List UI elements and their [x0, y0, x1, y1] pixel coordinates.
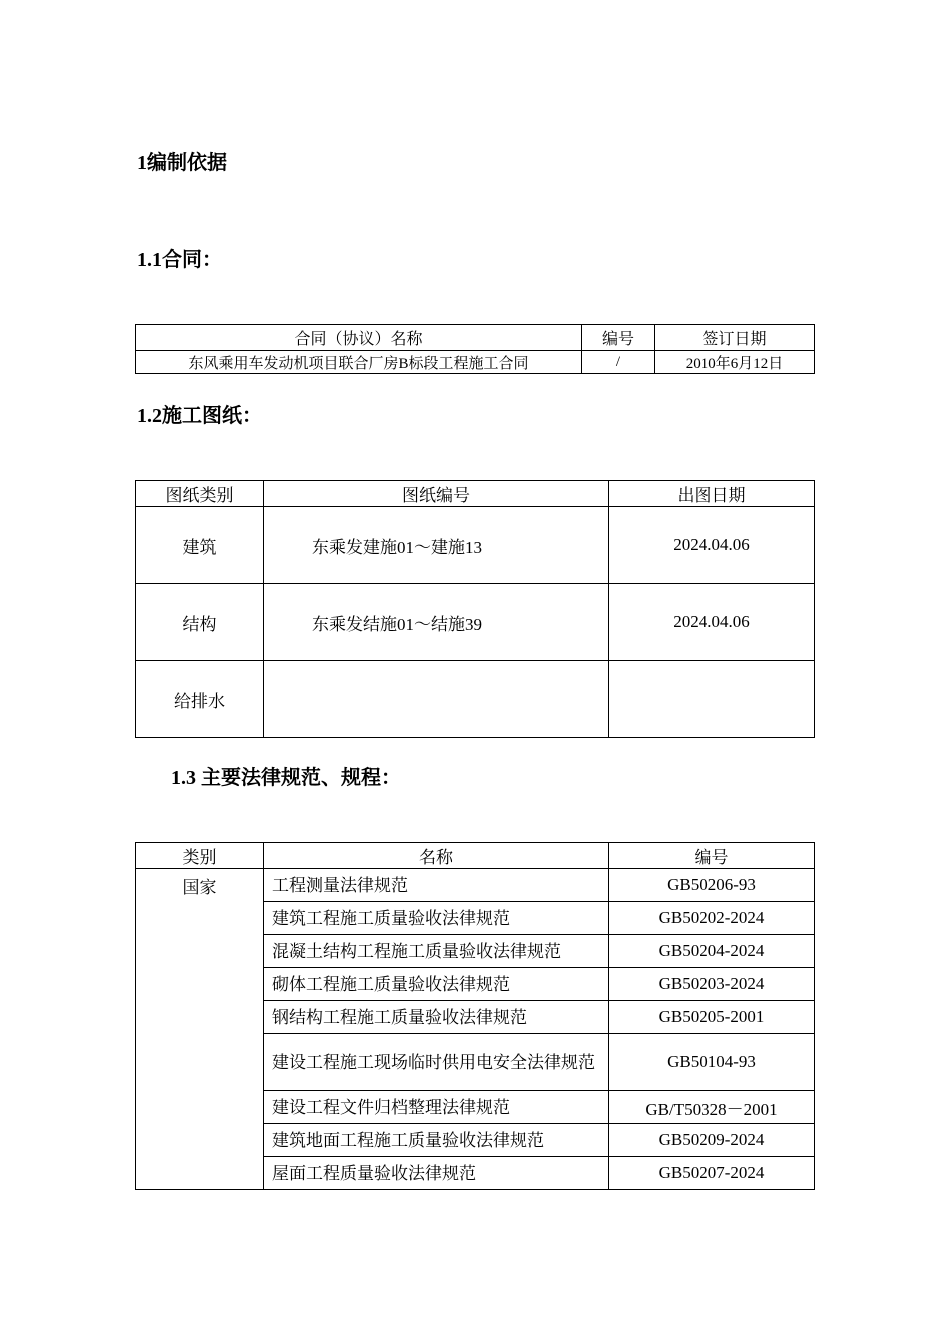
section-heading-1-1: 1.1合同： — [137, 249, 222, 271]
contract-name: 东风乘用车发动机项目联合厂房B标段工程施工合同 — [136, 351, 582, 374]
table-header-row — [136, 481, 815, 507]
law-code: GB50204-2024 — [609, 935, 815, 968]
table-header-row — [136, 843, 815, 869]
drawing-category: 建筑 — [136, 507, 264, 584]
drawing-date — [609, 661, 815, 738]
law-name: 混凝土结构工程施工质量验收法律规范 — [264, 935, 609, 968]
header-contract-number: 编号 — [582, 325, 655, 351]
law-code: GB50206-93 — [609, 869, 815, 902]
drawing-number: 东乘发建施01～建施13 — [264, 507, 609, 584]
law-name: 屋面工程质量验收法律规范 — [264, 1157, 609, 1190]
header-contract-name: 合同（协议）名称 — [136, 325, 582, 351]
section-heading-1-3: 1.3 主要法律规范、规程： — [171, 767, 401, 789]
law-table — [135, 842, 815, 1190]
law-name: 工程测量法律规范 — [264, 869, 609, 902]
law-code: GB50207-2024 — [609, 1157, 815, 1190]
law-name: 建筑地面工程施工质量验收法律规范 — [264, 1124, 609, 1157]
table-row — [136, 869, 815, 902]
drawing-number: 东乘发结施01～结施39 — [264, 584, 609, 661]
law-code: GB50104-93 — [609, 1034, 815, 1091]
table-row — [136, 584, 815, 661]
drawing-category: 结构 — [136, 584, 264, 661]
law-code: GB50209-2024 — [609, 1124, 815, 1157]
law-category: 国家 — [136, 869, 264, 1190]
law-name: 砌体工程施工质量验收法律规范 — [264, 968, 609, 1001]
drawing-table — [135, 480, 815, 738]
header-law-category: 类别 — [136, 843, 264, 869]
drawing-number — [264, 661, 609, 738]
law-code: GB/T50328－2001 — [609, 1091, 815, 1124]
drawing-date: 2024.04.06 — [609, 507, 815, 584]
section-heading-1-2: 1.2施工图纸： — [137, 405, 262, 427]
contract-date: 2010年6月12日 — [655, 351, 815, 374]
drawing-category: 给排水 — [136, 661, 264, 738]
law-name: 建设工程施工现场临时供用电安全法律规范 — [264, 1034, 609, 1091]
law-name: 钢结构工程施工质量验收法律规范 — [264, 1001, 609, 1034]
header-sign-date: 签订日期 — [655, 325, 815, 351]
header-drawing-date: 出图日期 — [609, 481, 815, 507]
table-header-row — [136, 325, 815, 351]
law-code: GB50202-2024 — [609, 902, 815, 935]
law-code: GB50203-2024 — [609, 968, 815, 1001]
header-drawing-category: 图纸类别 — [136, 481, 264, 507]
law-code: GB50205-2001 — [609, 1001, 815, 1034]
header-drawing-number: 图纸编号 — [264, 481, 609, 507]
section-heading-1: 1编制依据 — [137, 152, 227, 174]
header-law-name: 名称 — [264, 843, 609, 869]
header-law-code: 编号 — [609, 843, 815, 869]
law-name: 建设工程文件归档整理法律规范 — [264, 1091, 609, 1124]
table-row — [136, 661, 815, 738]
drawing-date: 2024.04.06 — [609, 584, 815, 661]
contract-table — [135, 324, 815, 374]
table-row — [136, 351, 815, 374]
law-name: 建筑工程施工质量验收法律规范 — [264, 902, 609, 935]
contract-number: / — [582, 351, 655, 374]
table-row — [136, 507, 815, 584]
